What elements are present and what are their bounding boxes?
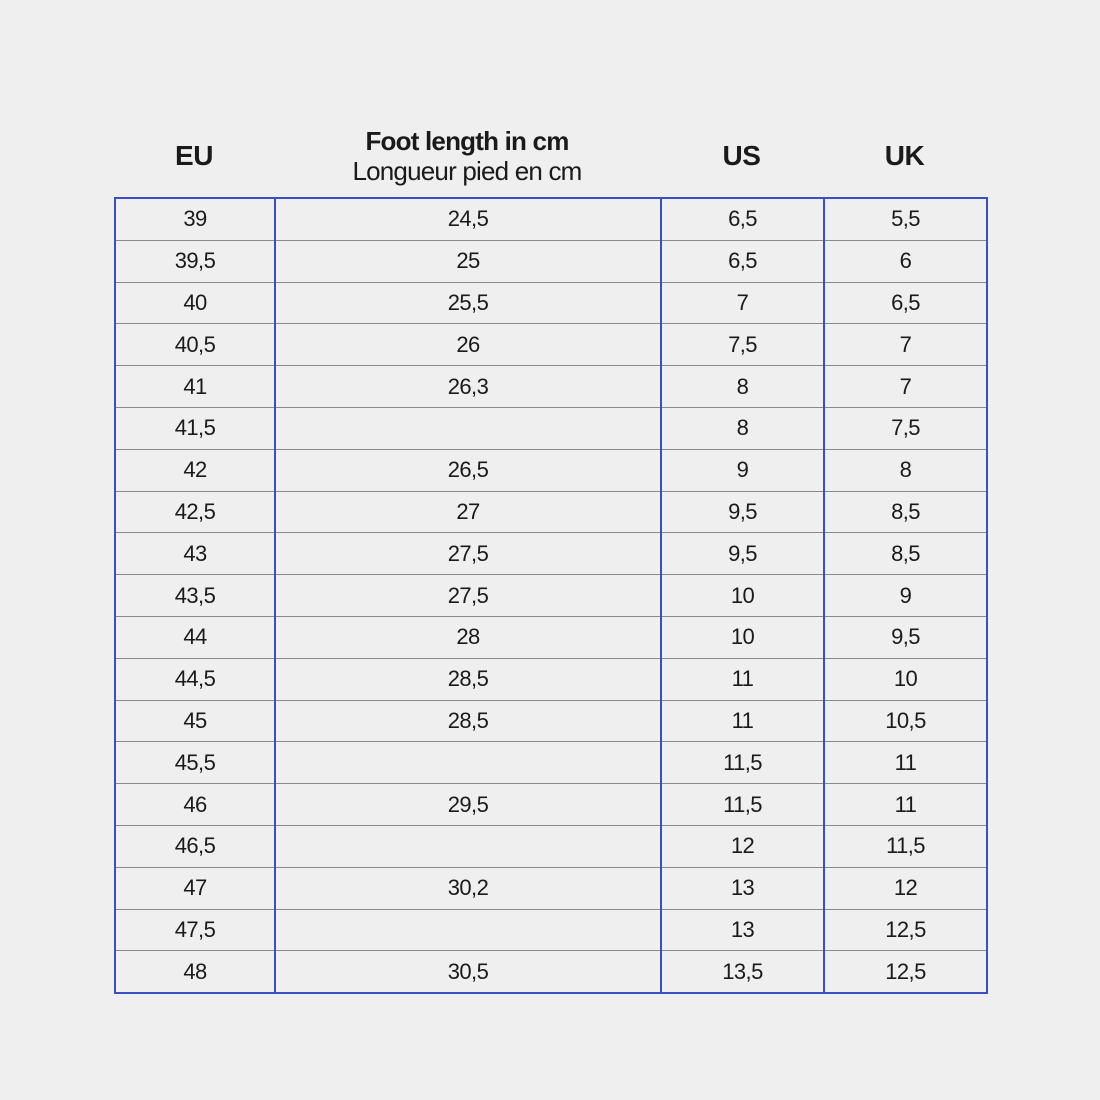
cell-foot-length: 26 <box>275 324 661 366</box>
table-row <box>115 742 987 784</box>
cell-eu: 47 <box>115 867 275 909</box>
cell-eu: 42,5 <box>115 491 275 533</box>
cell-eu: 43,5 <box>115 575 275 617</box>
table-row <box>115 449 987 491</box>
cell-uk: 5,5 <box>824 198 987 240</box>
cell-us: 10 <box>661 575 824 617</box>
cell-foot-length <box>275 742 661 784</box>
cell-uk: 9,5 <box>824 616 987 658</box>
header-foot-length-fr: Longueur pied en cm <box>352 156 582 186</box>
cell-us: 7,5 <box>661 324 824 366</box>
cell-uk: 8,5 <box>824 491 987 533</box>
table-row <box>115 700 987 742</box>
cell-us: 8 <box>661 366 824 408</box>
cell-uk: 10 <box>824 658 987 700</box>
cell-uk: 11 <box>824 742 987 784</box>
table-row <box>115 198 987 240</box>
cell-uk: 7,5 <box>824 407 987 449</box>
cell-uk: 11,5 <box>824 825 987 867</box>
cell-us: 11,5 <box>661 742 824 784</box>
table-row <box>115 951 987 993</box>
cell-us: 10 <box>661 616 824 658</box>
cell-eu: 44 <box>115 616 275 658</box>
cell-eu: 39 <box>115 198 275 240</box>
cell-eu: 45 <box>115 700 275 742</box>
cell-foot-length: 27,5 <box>275 533 661 575</box>
cell-uk: 12,5 <box>824 909 987 951</box>
cell-us: 8 <box>661 407 824 449</box>
cell-uk: 9 <box>824 575 987 617</box>
cell-uk: 6 <box>824 240 987 282</box>
cell-foot-length: 28,5 <box>275 700 661 742</box>
cell-eu: 41 <box>115 366 275 408</box>
cell-eu: 45,5 <box>115 742 275 784</box>
cell-foot-length: 27,5 <box>275 575 661 617</box>
cell-foot-length <box>275 909 661 951</box>
cell-foot-length: 28 <box>275 616 661 658</box>
header-foot-length-en: Foot length in cm <box>365 126 569 156</box>
cell-uk: 10,5 <box>824 700 987 742</box>
cell-eu: 43 <box>115 533 275 575</box>
cell-us: 6,5 <box>661 240 824 282</box>
cell-us: 12 <box>661 825 824 867</box>
cell-eu: 46,5 <box>115 825 275 867</box>
cell-uk: 7 <box>824 324 987 366</box>
cell-foot-length: 25,5 <box>275 282 661 324</box>
table-row <box>115 324 987 366</box>
table-row <box>115 533 987 575</box>
header-uk: UK <box>884 140 925 171</box>
table-row <box>115 658 987 700</box>
table-row <box>115 240 987 282</box>
cell-us: 9,5 <box>661 491 824 533</box>
cell-eu: 42 <box>115 449 275 491</box>
size-table <box>114 197 988 994</box>
table-row <box>115 867 987 909</box>
header-eu: EU <box>175 140 213 171</box>
cell-eu: 47,5 <box>115 909 275 951</box>
cell-uk: 6,5 <box>824 282 987 324</box>
table-header <box>114 116 986 196</box>
cell-eu: 39,5 <box>115 240 275 282</box>
cell-uk: 12,5 <box>824 951 987 993</box>
cell-uk: 8,5 <box>824 533 987 575</box>
table-row <box>115 784 987 826</box>
cell-us: 9,5 <box>661 533 824 575</box>
cell-us: 13,5 <box>661 951 824 993</box>
cell-us: 11 <box>661 700 824 742</box>
cell-foot-length: 29,5 <box>275 784 661 826</box>
cell-eu: 41,5 <box>115 407 275 449</box>
cell-foot-length: 25 <box>275 240 661 282</box>
cell-eu: 40 <box>115 282 275 324</box>
cell-eu: 40,5 <box>115 324 275 366</box>
cell-foot-length <box>275 407 661 449</box>
cell-eu: 48 <box>115 951 275 993</box>
header-us: US <box>722 140 761 171</box>
cell-foot-length: 26,5 <box>275 449 661 491</box>
cell-uk: 12 <box>824 867 987 909</box>
size-table-body <box>115 198 987 993</box>
cell-uk: 8 <box>824 449 987 491</box>
table-row <box>115 909 987 951</box>
table-row <box>115 366 987 408</box>
cell-foot-length: 28,5 <box>275 658 661 700</box>
cell-us: 13 <box>661 867 824 909</box>
table-row <box>115 491 987 533</box>
cell-foot-length: 26,3 <box>275 366 661 408</box>
cell-us: 6,5 <box>661 198 824 240</box>
table-row <box>115 282 987 324</box>
cell-eu: 46 <box>115 784 275 826</box>
cell-uk: 7 <box>824 366 987 408</box>
cell-us: 7 <box>661 282 824 324</box>
table-row <box>115 825 987 867</box>
cell-us: 11,5 <box>661 784 824 826</box>
cell-foot-length <box>275 825 661 867</box>
table-row <box>115 575 987 617</box>
size-chart <box>114 116 986 984</box>
cell-us: 11 <box>661 658 824 700</box>
cell-eu: 44,5 <box>115 658 275 700</box>
cell-foot-length: 30,2 <box>275 867 661 909</box>
table-row <box>115 616 987 658</box>
cell-uk: 11 <box>824 784 987 826</box>
cell-foot-length: 30,5 <box>275 951 661 993</box>
cell-us: 9 <box>661 449 824 491</box>
cell-us: 13 <box>661 909 824 951</box>
cell-foot-length: 27 <box>275 491 661 533</box>
cell-foot-length: 24,5 <box>275 198 661 240</box>
header-foot-length <box>274 126 660 186</box>
table-row <box>115 407 987 449</box>
